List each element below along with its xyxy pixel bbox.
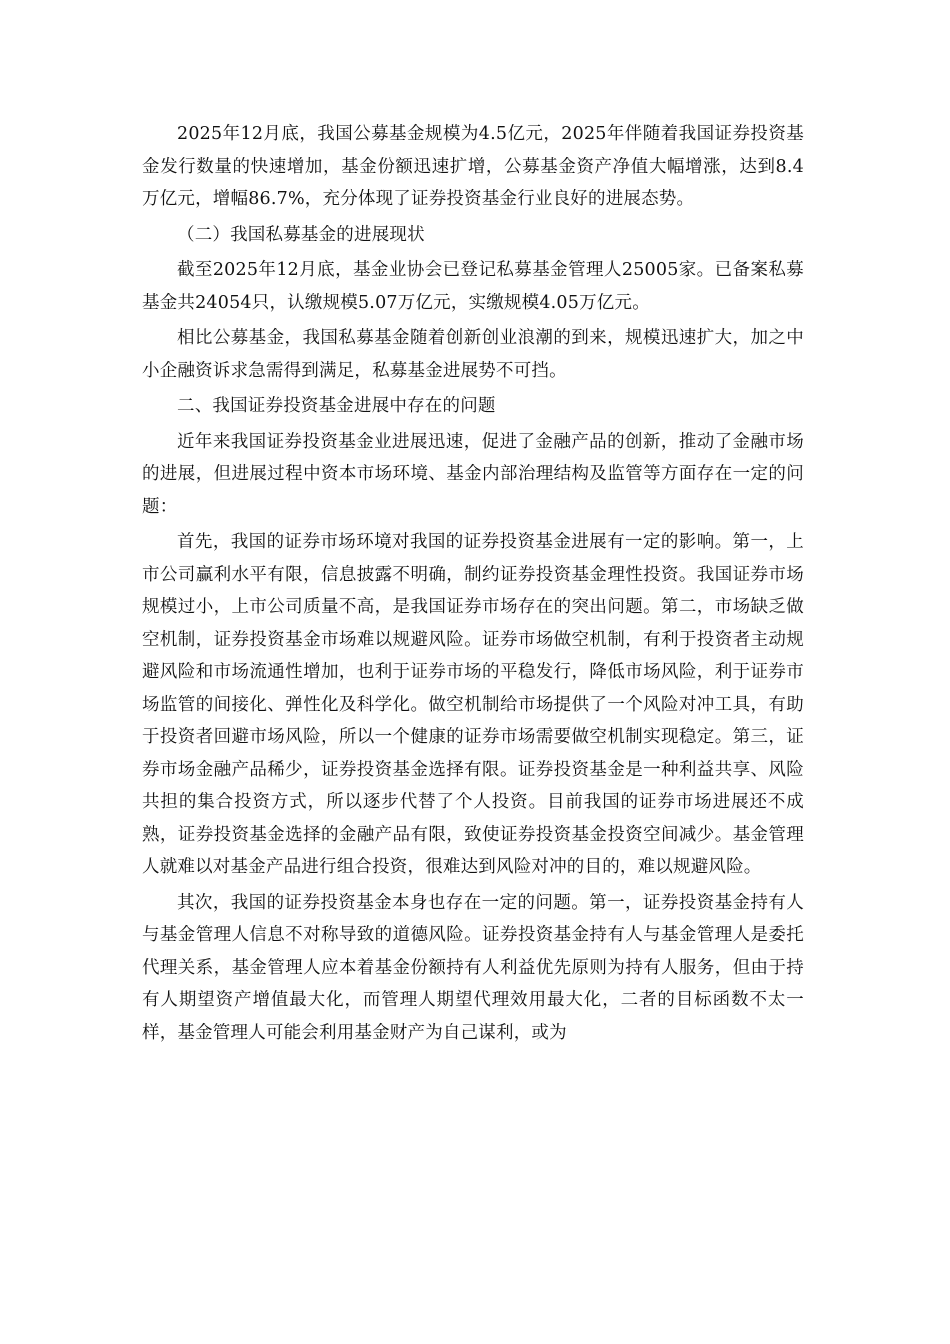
section-heading-private-fund-status: （二）我国私募基金的进展现状 bbox=[177, 224, 425, 245]
document-page bbox=[142, 118, 804, 1052]
paragraph-private-fund-growth: 相比公募基金，我国私募基金随着创新创业浪潮的到来，规模迅速扩大，加之中小企融资诉求急需得到满足，私募基金进展势不可挡。 bbox=[142, 328, 804, 381]
section-heading-problems: 二、我国证券投资基金进展中存在的问题 bbox=[177, 396, 496, 416]
paragraph-fund-internal-issues: 其次，我国的证券投资基金本身也存在一定的问题。第一，证券投资基金持有人与基金管理人信息不对称导致的道德风险。证券投资基金持有人与基金管理人是委托代理关系，基金管理人应本着基金份额持有人利益优先原则为持有人服务，但由于持有人期望资产增值最大化，而管理人期望代理效用最大化，二者的目标函数不太一样，基金管理人可能会利用基金财产为自己谋利，或为 bbox=[142, 892, 804, 1043]
paragraph-public-fund-scale: 2025年12月底，我国公募基金规模为4.5亿元，2025年伴随着我国证券投资基金发行数量的快速增加，基金份额迅速扩增，公募基金资产净值大幅增涨，达到8.4万亿元，增幅86.7%，充分体现了证券投资基金行业良好的进展态势。 bbox=[142, 124, 804, 209]
paragraph-private-fund-registration: 截至2025年12月底，基金业协会已登记私募基金管理人25005家。已备案私募基金共24054只，认缴规模5.07万亿元，实缴规模4.05万亿元。 bbox=[142, 260, 804, 313]
paragraph-market-environment: 首先，我国的证券市场环境对我国的证券投资基金进展有一定的影响。第一，上市公司赢利水平有限，信息披露不明确，制约证券投资基金理性投资。我国证券市场规模过小，上市公司质量不高，是我国证券市场存在的突出问题。第二，市场缺乏做空机制，证券投资基金市场难以规避风险。证券市场做空机制，有利于投资者主动规避风险和市场流通性增加，也利于证券市场的平稳发行，降低市场风险，利于证券市场监管的间接化、弹性化及科学化。做空机制给市场提供了一个风险对冲工具，有助于投资者回避市场风险，所以一个健康的证券市场需要做空机制实现稳定。第三，证券市场金融产品稀少，证券投资基金选择有限。证券投资基金是一种利益共享、风险共担的集合投资方式，所以逐步代替了个人投资。目前我国的证券市场进展还不成熟，证券投资基金选择的金融产品有限，致使证券投资基金投资空间减少。基金管理人就难以对基金产品进行组合投资，很难达到风险对冲的目的，难以规避风险。 bbox=[142, 532, 804, 877]
paragraph-problems-intro: 近年来我国证券投资基金业进展迅速，促进了金融产品的创新，推动了金融市场的进展，但进展过程中资本市场环境、基金内部治理结构及监管等方面存在一定的问题： bbox=[142, 431, 804, 517]
